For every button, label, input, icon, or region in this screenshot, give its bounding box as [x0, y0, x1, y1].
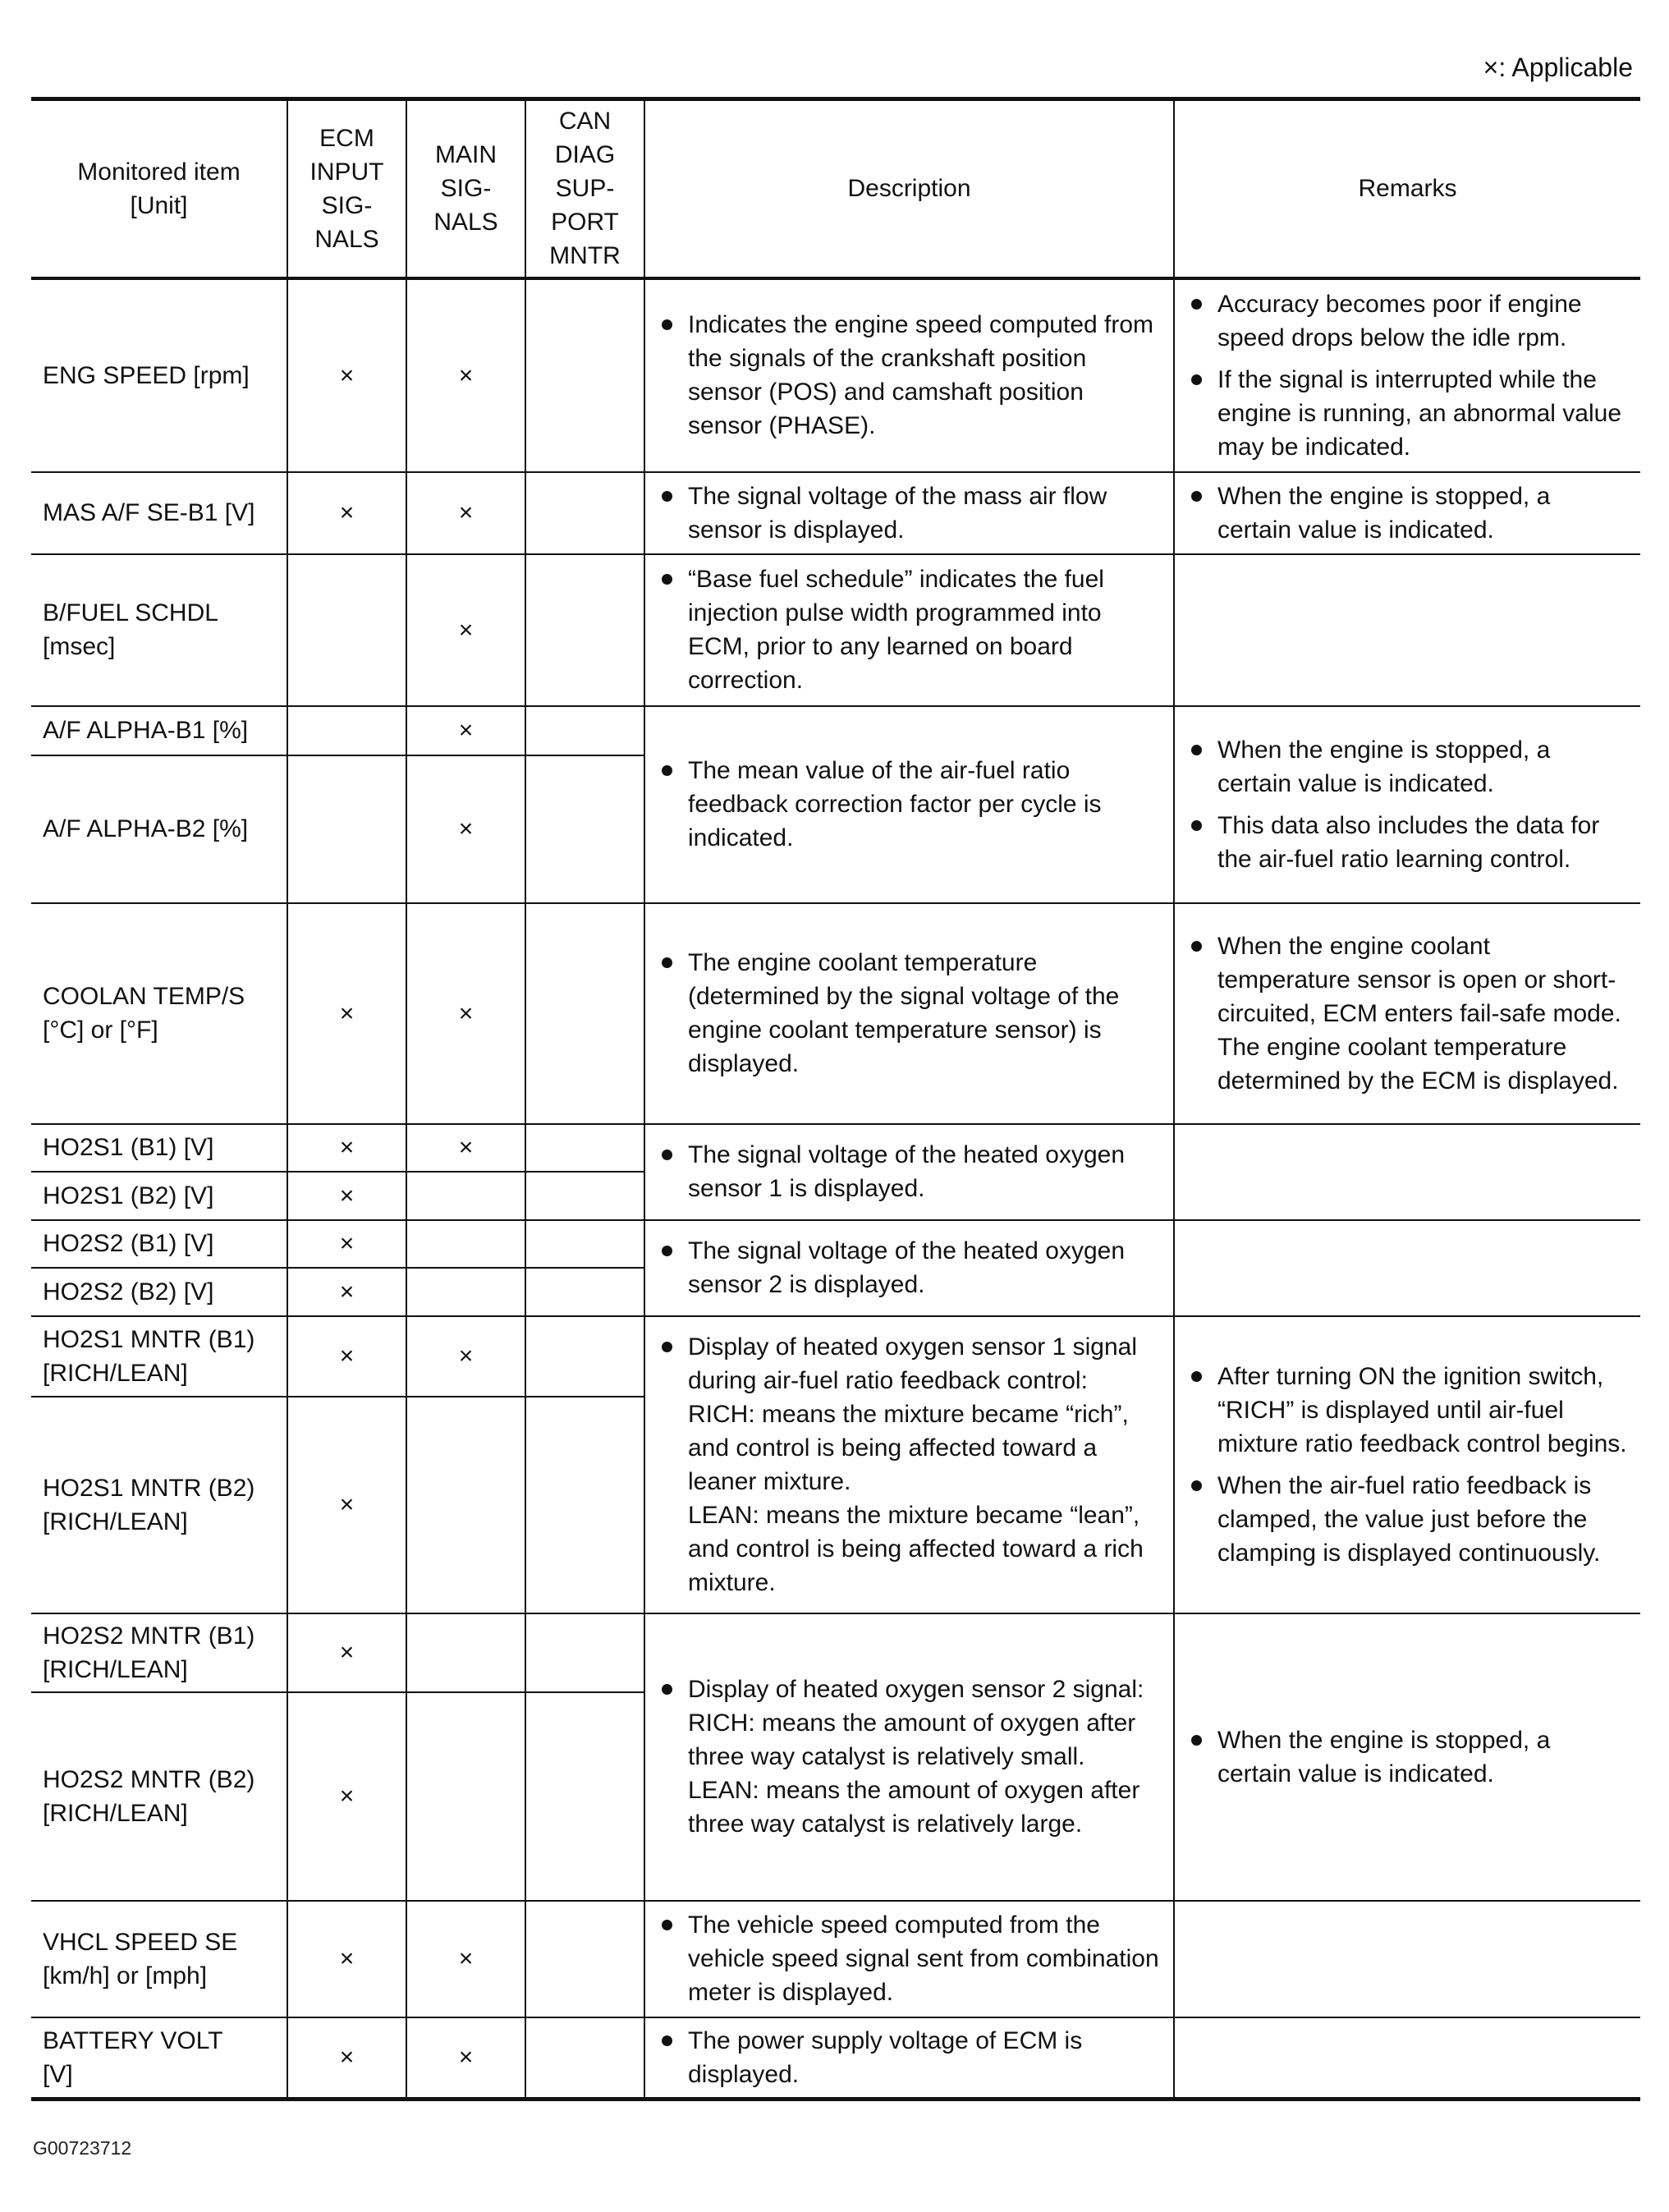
- remark-item: When the engine coolant temperature sensor is open or short-circuited, ECM enters fail-safe mode. The engine coolant temperature determined by the ECM is displayed.: [1186, 929, 1629, 1098]
- description-text: Indicates the engine speed computed from the signals of the crankshaft position sensor (POS) and camshaft position sensor (PHASE).: [657, 308, 1162, 443]
- can-diag-mark: [525, 278, 644, 472]
- table-row: [31, 1613, 1640, 1692]
- header-can-diag-support: CAN DIAG SUP- PORT MNTR: [525, 99, 644, 278]
- description-cell: [644, 1613, 1174, 1901]
- main-signal-mark: [406, 1220, 525, 1268]
- remarks-cell: [1174, 2017, 1640, 2100]
- ecm-input-mark: ×: [287, 1124, 406, 1172]
- monitored-item: A/F ALPHA-B2 [%]: [31, 755, 287, 903]
- remark-item: This data also includes the data for the air-fuel ratio learning control.: [1186, 809, 1629, 876]
- ecm-input-mark: ×: [287, 1397, 406, 1613]
- main-signal-mark: [406, 1613, 525, 1692]
- monitored-item: HO2S2 (B2) [V]: [31, 1268, 287, 1316]
- main-signal-mark: [406, 1692, 525, 1901]
- description-text: The signal voltage of the heated oxygen sensor 2 is displayed.: [657, 1234, 1162, 1301]
- description-text: The mean value of the air-fuel ratio feedback correction factor per cycle is indicated.: [657, 754, 1162, 855]
- ecm-input-mark: ×: [287, 278, 406, 472]
- table-row: [31, 1124, 1640, 1172]
- can-diag-mark: [525, 554, 644, 706]
- can-diag-mark: [525, 1220, 644, 1268]
- main-signal-mark: ×: [406, 1901, 525, 2017]
- monitored-item: BATTERY VOLT [V]: [31, 2017, 287, 2100]
- main-signal-mark: ×: [406, 472, 525, 554]
- table-row: [31, 903, 1640, 1124]
- description-text: The signal voltage of the heated oxygen sensor 1 is displayed.: [657, 1138, 1162, 1205]
- main-signal-mark: [406, 1172, 525, 1220]
- remarks-cell: [1174, 903, 1640, 1124]
- monitored-item: HO2S2 (B1) [V]: [31, 1220, 287, 1268]
- can-diag-mark: [525, 1397, 644, 1613]
- monitored-item: HO2S1 (B2) [V]: [31, 1172, 287, 1220]
- remarks-cell: [1174, 1901, 1640, 2017]
- description-text: The engine coolant temperature (determined by the signal voltage of the engine coolant temperature sensor) is displayed.: [657, 946, 1162, 1081]
- header-main-signals: MAIN SIG- NALS: [406, 99, 525, 278]
- can-diag-mark: [525, 1124, 644, 1172]
- ecm-input-mark: ×: [287, 472, 406, 554]
- table-row: [31, 2017, 1640, 2100]
- can-diag-mark: [525, 755, 644, 903]
- description-text: Display of heated oxygen sensor 1 signal during air-fuel ratio feedback control: RICH: means the mixture became “rich”, and control is being affected toward a leaner mixture. LEAN: means the mixture became “lean”, and control is being affected toward a rich mixture.: [657, 1330, 1162, 1599]
- description-cell: [644, 2017, 1174, 2100]
- document-id: G00723712: [33, 2137, 132, 2159]
- ecm-input-mark: ×: [287, 2017, 406, 2100]
- can-diag-mark: [525, 706, 644, 755]
- remarks-cell: [1174, 1124, 1640, 1220]
- description-cell: [644, 472, 1174, 554]
- table-row: [31, 278, 1640, 472]
- ecm-input-mark: ×: [287, 1220, 406, 1268]
- remark-item: When the engine is stopped, a certain value is indicated.: [1186, 733, 1629, 801]
- ecm-input-mark: [287, 755, 406, 903]
- table-row: [31, 1316, 1640, 1397]
- main-signal-mark: ×: [406, 1316, 525, 1397]
- table-row: [31, 706, 1640, 755]
- remark-item: Accuracy becomes poor if engine speed drops below the idle rpm.: [1186, 287, 1629, 355]
- can-diag-mark: [525, 1613, 644, 1692]
- remarks-cell: [1174, 706, 1640, 903]
- main-signal-mark: ×: [406, 755, 525, 903]
- description-cell: [644, 706, 1174, 903]
- main-signal-mark: ×: [406, 1124, 525, 1172]
- ecm-input-mark: ×: [287, 1613, 406, 1692]
- main-signal-mark: ×: [406, 706, 525, 755]
- description-text: “Base fuel schedule” indicates the fuel injection pulse width programmed into ECM, prior to any learned on board correction.: [657, 562, 1162, 697]
- remarks-cell: [1174, 1613, 1640, 1901]
- table-row: [31, 472, 1640, 554]
- monitored-item: HO2S2 MNTR (B1) [RICH/LEAN]: [31, 1613, 287, 1692]
- can-diag-mark: [525, 1172, 644, 1220]
- description-cell: [644, 903, 1174, 1124]
- monitored-item: HO2S1 MNTR (B1) [RICH/LEAN]: [31, 1316, 287, 1397]
- monitored-item: ENG SPEED [rpm]: [31, 278, 287, 472]
- description-cell: [644, 1316, 1174, 1613]
- ecm-input-mark: ×: [287, 1316, 406, 1397]
- description-cell: [644, 1124, 1174, 1220]
- monitored-item: HO2S2 MNTR (B2) [RICH/LEAN]: [31, 1692, 287, 1901]
- header-row: [31, 99, 1640, 278]
- remark-item: When the engine is stopped, a certain value is indicated.: [1186, 480, 1629, 547]
- can-diag-mark: [525, 1316, 644, 1397]
- remark-item: If the signal is interrupted while the engine is running, an abnormal value may be indicated.: [1186, 363, 1629, 464]
- remark-item: When the engine is stopped, a certain value is indicated.: [1186, 1723, 1629, 1791]
- remarks-cell: [1174, 278, 1640, 472]
- description-cell: [644, 554, 1174, 706]
- can-diag-mark: [525, 2017, 644, 2100]
- main-signal-mark: ×: [406, 278, 525, 472]
- ecm-input-mark: [287, 706, 406, 755]
- description-cell: [644, 1901, 1174, 2017]
- ecm-input-mark: ×: [287, 1901, 406, 2017]
- ecm-input-mark: ×: [287, 1692, 406, 1901]
- remark-item: When the air-fuel ratio feedback is clamped, the value just before the clamping is displayed continuously.: [1186, 1469, 1629, 1570]
- header-monitored-item: Monitored item [Unit]: [31, 99, 287, 278]
- main-signal-mark: ×: [406, 2017, 525, 2100]
- can-diag-mark: [525, 1692, 644, 1901]
- table-row: [31, 1901, 1640, 2017]
- can-diag-mark: [525, 1901, 644, 2017]
- monitored-item: MAS A/F SE-B1 [V]: [31, 472, 287, 554]
- remarks-cell: [1174, 1220, 1640, 1316]
- header-description: Description: [644, 99, 1174, 278]
- header-ecm-input-signals: ECM INPUT SIG- NALS: [287, 99, 406, 278]
- monitored-item: B/FUEL SCHDL [msec]: [31, 554, 287, 706]
- remarks-cell: [1174, 1316, 1640, 1613]
- ecm-input-mark: ×: [287, 903, 406, 1124]
- monitored-item: COOLAN TEMP/S [°C] or [°F]: [31, 903, 287, 1124]
- table-row: [31, 554, 1640, 706]
- description-cell: [644, 278, 1174, 472]
- ecm-input-mark: [287, 554, 406, 706]
- main-signal-mark: ×: [406, 903, 525, 1124]
- header-remarks: Remarks: [1174, 99, 1640, 278]
- main-signal-mark: [406, 1268, 525, 1316]
- description-text: The signal voltage of the mass air flow sensor is displayed.: [657, 480, 1162, 547]
- can-diag-mark: [525, 903, 644, 1124]
- monitored-item: A/F ALPHA-B1 [%]: [31, 706, 287, 755]
- description-text: Display of heated oxygen sensor 2 signal: RICH: means the amount of oxygen after three way catalyst is relatively small. LEAN: means the amount of oxygen after three way catalyst is relatively large.: [657, 1673, 1162, 1841]
- remarks-cell: [1174, 472, 1640, 554]
- monitored-item: VHCL SPEED SE [km/h] or [mph]: [31, 1901, 287, 2017]
- ecm-input-mark: ×: [287, 1172, 406, 1220]
- table-row: [31, 1220, 1640, 1268]
- remark-item: After turning ON the ignition switch, “RICH” is displayed until air-fuel mixture ratio feedback control begins.: [1186, 1360, 1629, 1461]
- description-text: The power supply voltage of ECM is displayed.: [657, 2024, 1162, 2091]
- description-cell: [644, 1220, 1174, 1316]
- can-diag-mark: [525, 472, 644, 554]
- main-signal-mark: [406, 1397, 525, 1613]
- can-diag-mark: [525, 1268, 644, 1316]
- monitored-item: HO2S1 MNTR (B2) [RICH/LEAN]: [31, 1397, 287, 1613]
- remarks-cell: [1174, 554, 1640, 706]
- monitor-items-table: [31, 97, 1640, 2101]
- monitored-item: HO2S1 (B1) [V]: [31, 1124, 287, 1172]
- description-text: The vehicle speed computed from the vehicle speed signal sent from combination meter is displayed.: [657, 1908, 1162, 2009]
- applicable-legend: ×: Applicable: [1483, 53, 1633, 82]
- main-signal-mark: ×: [406, 554, 525, 706]
- ecm-input-mark: ×: [287, 1268, 406, 1316]
